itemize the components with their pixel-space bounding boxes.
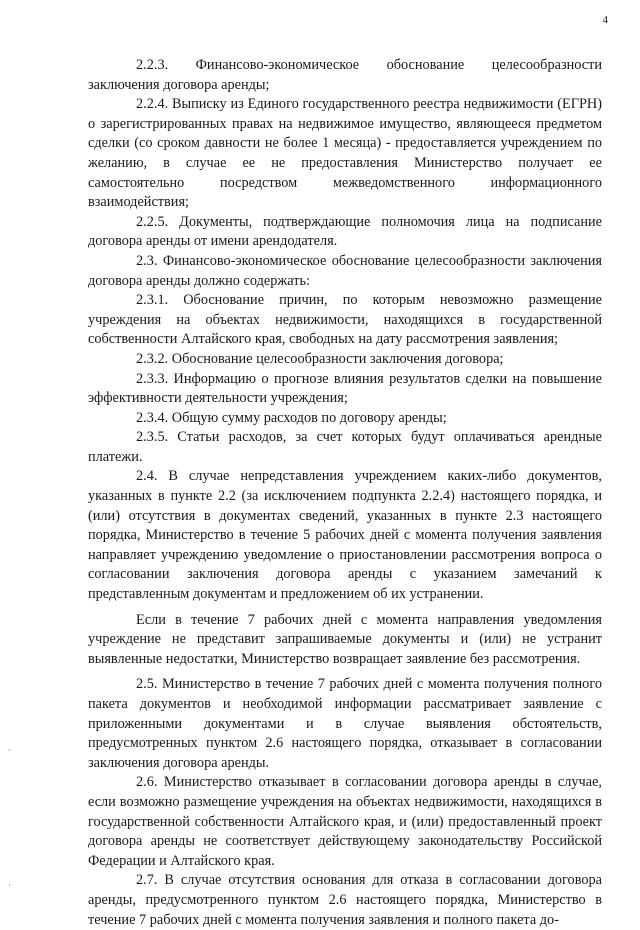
paragraph-2-2-3: 2.2.3. Финансово-экономическое обоснование целесообразности заключения договора аренды; [88,57,602,93]
paragraph-2-6: 2.6. Министерство отказывает в согласовании договора аренды в случае, если возможно размещение учреждения на объектах недвижимости, находящихся в государственной собственности Алтайского края, и (или) предоставленный проект договора аренды не соответствует действующему законодательству Российской Федерации и Алтайского края. [88,774,602,869]
document-body [88,56,602,930]
paragraph-2-3-2: 2.3.2. Обоснование целесообразности заключения договора; [136,350,504,367]
paragraph-2-5: 2.5. Министерство в течение 7 рабочих дней с момента получения полного пакета документов и необходимой информации рассматривает заявление с приложенными документами и в случае выявления обстоятельств, предусмотренных пунктом 2.6 настоящего порядка, отказывает в согласовании заключения договора аренды. [88,676,602,771]
paragraph-2-3-3: 2.3.3. Информацию о прогнозе влияния результатов сделки на повышение эффективности деятельности учреждения; [88,370,602,407]
paragraph-2-7: 2.7. В случае отсутствия основания для отказа в согласовании договора аренды, предусмотренного пунктом 2.6 настоящего порядка, Министерство в течение 7 рабочих дней с момента получения заявления и полного пакета до- [88,872,602,928]
page-number: 4 [602,14,608,26]
paragraph-2-3: 2.3. Финансово-экономическое обоснование целесообразности заключения договора аренды должно содержать: [88,252,602,289]
paragraph-2-3-1: 2.3.1. Обоснование причин, по которым невозможно размещение учреждения на объектах недвижимости, находящихся в государственной собственности Алтайского края, свободных на дату рассмотрения заявления; [88,292,602,348]
paragraph-2-3-4: 2.3.4. Общую сумму расходов по договору аренды; [136,409,447,426]
margin-scan-mark: · [8,745,11,755]
paragraph-2-3-5: 2.3.5. Статьи расходов, за счет которых будут оплачиваться арендные платежи. [88,429,602,465]
paragraph-2-4-continuation: Если в течение 7 рабочих дней с момента направления уведомления учреждение не представит запрашиваемые документы и (или) не устранит выявленные недостатки, Министерство возвращает заявление без рассмотрения. [88,611,602,667]
paragraph-2-2-5: 2.2.5. Документы, подтверждающие полномочия лица на подписание договора аренды от имени арендодателя. [88,213,602,250]
margin-scan-mark: · [8,880,11,890]
paragraph-2-2-4: 2.2.4. Выписку из Единого государственного реестра недвижимости (ЕГРН) о зарегистрированных правах на недвижимое имущество, являющееся предметом сделки (со сроком давности не более 1 месяца) - предоставляется учреждением по желанию, в случае ее не предоставления Министерство получает ее самостоятельно посредством межведомственного информационного взаимодействия; [88,96,602,211]
paragraph-2-4: 2.4. В случае непредставления учреждением каких-либо документов, указанных в пункте 2.2 (за исключением подпункта 2.2.4) настоящего порядка, и (или) отсутствия в документах сведений, указанных в пункте 2.3 настоящего порядка, Министерство в течение 5 рабочих дней с момента получения заявления направляет учреждению уведомление о приостановлении рассмотрения вопроса о согласовании заключения договора аренды с указанием замечаний к представленным документам и предложением об их устранении. [88,468,602,603]
